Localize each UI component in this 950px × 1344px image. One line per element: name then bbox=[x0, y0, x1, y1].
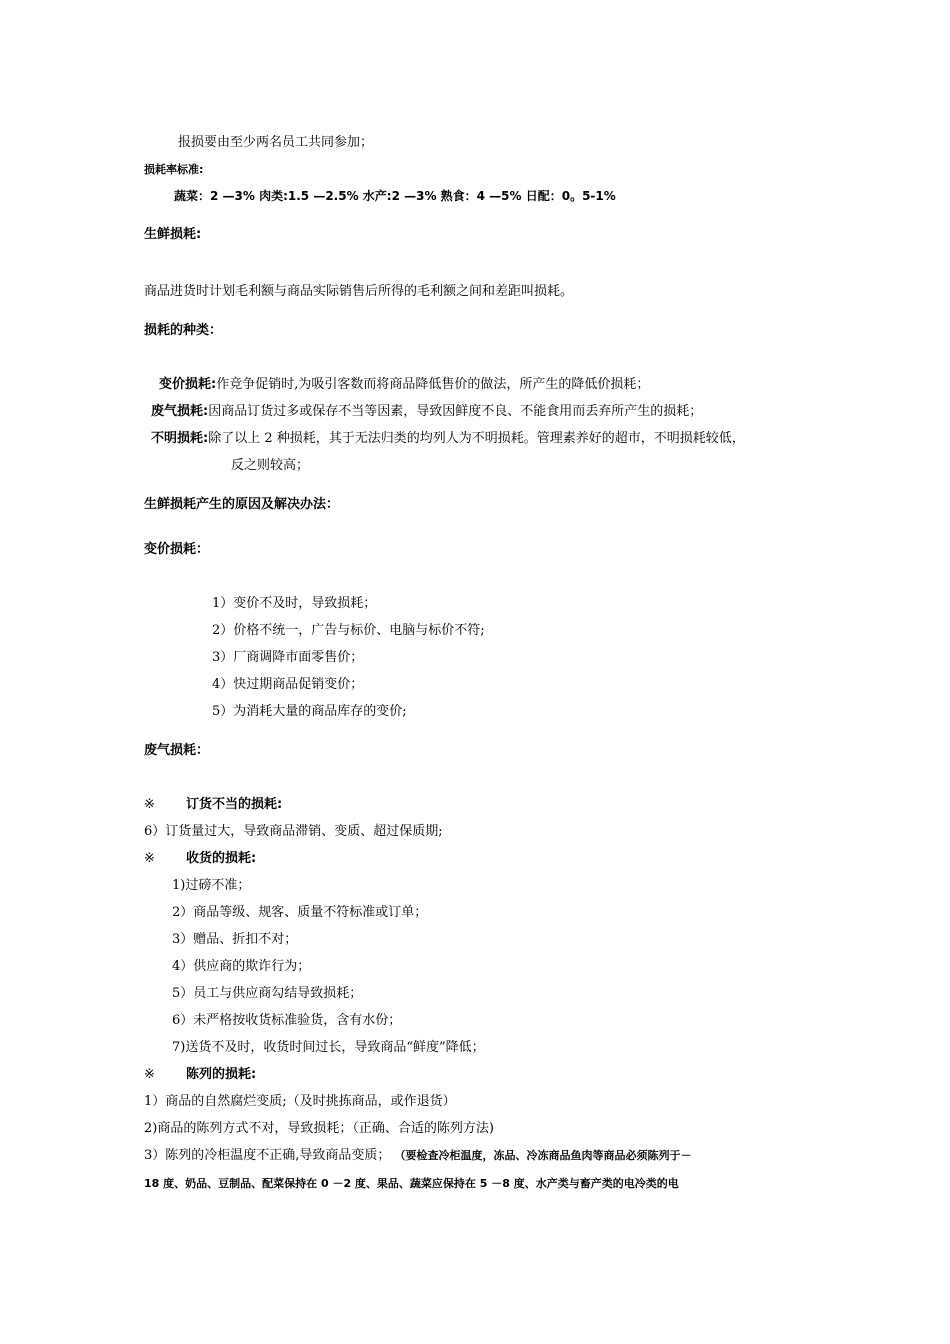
type-label: 废气损耗: bbox=[151, 404, 209, 419]
type-label: 变价损耗: bbox=[159, 377, 217, 392]
list-item: 5）为消耗大量的商品库存的变价; bbox=[212, 704, 407, 719]
type-item bbox=[151, 403, 702, 421]
reference-mark: ※ bbox=[144, 1067, 155, 1082]
order-subheading bbox=[144, 796, 282, 814]
loss-rate-line: 蔬菜：2 —3% 肉类:1.5 —2.5% 水产:2 —3% 熟食：4 —5% 日配：0。5-1% bbox=[174, 189, 616, 203]
receive-subheading bbox=[144, 850, 256, 868]
types-heading: 损耗的种类： bbox=[144, 323, 223, 338]
list-item-note-continued: 18 度、奶品、豆制品、配菜保持在 0 －2 度、果品、蔬菜应保持在 5 －8 度、水产类与畜产类的电冷类的电 bbox=[144, 1177, 679, 1190]
list-item: 1）变价不及时，导致损耗； bbox=[212, 596, 377, 611]
type-item bbox=[151, 430, 745, 448]
display-heading: 陈列的损耗: bbox=[186, 1067, 257, 1082]
price-loss-heading: 变价损耗： bbox=[144, 542, 210, 557]
list-item: 2)商品的陈列方式不对，导致损耗；（正确、合适的陈列方法) bbox=[144, 1121, 494, 1136]
list-item: 5）员工与供应商勾结导致损耗； bbox=[172, 986, 363, 1001]
type-continuation: 反之则较高； bbox=[231, 458, 310, 473]
intro-text: 报损要由至少两名员工共同参加； bbox=[178, 135, 374, 150]
list-item: 4）快过期商品促销变价； bbox=[212, 677, 364, 692]
display-subheading bbox=[144, 1066, 256, 1084]
order-heading: 订货不当的损耗: bbox=[186, 797, 283, 812]
list-item: 3）赠品、折扣不对； bbox=[172, 932, 298, 947]
receive-heading: 收货的损耗: bbox=[186, 851, 257, 866]
type-text: 因商品订货过多或保存不当等因素，导致因鲜度不良、不能食用而丢弃所产生的损耗； bbox=[208, 404, 703, 419]
reference-mark: ※ bbox=[144, 797, 155, 812]
waste-loss-heading: 废气损耗： bbox=[144, 743, 210, 758]
causes-heading: 生鲜损耗产生的原因及解决办法： bbox=[144, 497, 340, 512]
list-item: 6）订货量过大，导致商品滞销、变质、超过保质期; bbox=[144, 824, 443, 839]
type-label: 不明损耗: bbox=[151, 431, 209, 446]
list-item: 6）未严格按收货标准验货，含有水份； bbox=[172, 1013, 402, 1028]
list-item bbox=[144, 1147, 692, 1165]
fresh-loss-definition: 商品进货时计划毛利额与商品实际销售后所得的毛利额之间和差距叫损耗。 bbox=[144, 284, 574, 299]
type-item bbox=[159, 376, 649, 394]
list-item-note: （要检查冷柜温度，冻品、冷冻商品鱼肉等商品必须陈列于－ bbox=[394, 1149, 692, 1162]
list-item: 7)送货不及时，收货时间过长，导致商品“鲜度”降低； bbox=[172, 1040, 485, 1055]
loss-rate-title: 损耗率标准: bbox=[144, 163, 204, 176]
list-item: 3）厂商调降市面零售价； bbox=[212, 650, 364, 665]
type-text: 除了以上 2 种损耗，其于无法归类的均列人为不明损耗。管理素养好的超市，不明损耗较低， bbox=[208, 431, 745, 446]
type-text: 作竞争促销时,为吸引客数而将商品降低售价的做法，所产生的降低价损耗； bbox=[216, 377, 650, 392]
list-item: 1)过磅不准； bbox=[172, 878, 251, 893]
list-item: 2）商品等级、规客、质量不符标准或订单； bbox=[172, 905, 428, 920]
list-item: 4）供应商的欺诈行为； bbox=[172, 959, 311, 974]
list-item: 1）商品的自然腐烂变质;（及时挑拣商品，或作退货） bbox=[144, 1094, 456, 1109]
fresh-loss-heading: 生鲜损耗: bbox=[144, 227, 202, 242]
list-item: 2）价格不统一，广告与标价、电脑与标价不符; bbox=[212, 623, 485, 638]
reference-mark: ※ bbox=[144, 851, 155, 866]
list-item-text: 3）陈列的冷柜温度不正确,导致商品变质； bbox=[144, 1148, 391, 1163]
